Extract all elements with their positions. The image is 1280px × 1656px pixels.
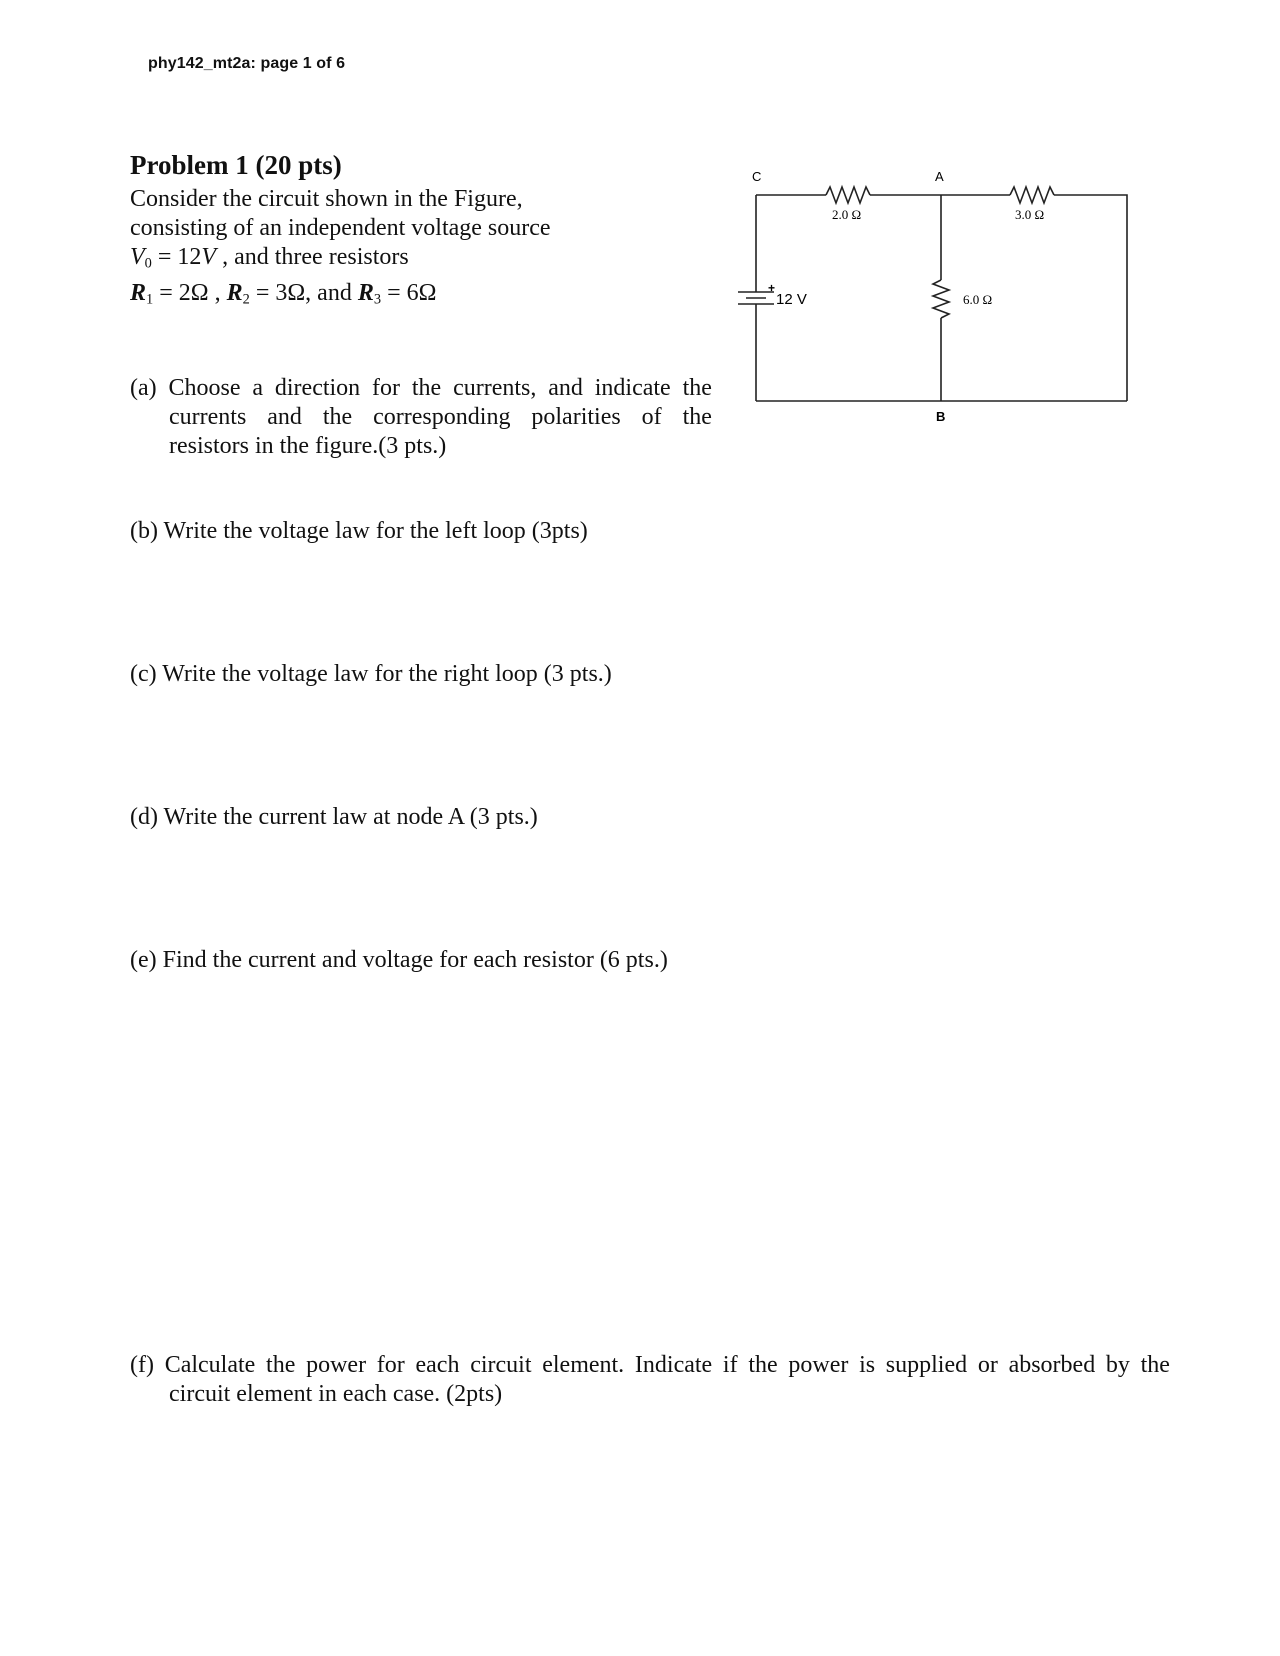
resistor-r2 — [1010, 187, 1054, 203]
question-a-line-1-word: (a) — [130, 375, 157, 401]
resistor-spec — [130, 279, 650, 308]
question-d: (d) Write the current law at node A (3 pts.) — [130, 804, 538, 830]
circuit-diagram — [730, 165, 1140, 430]
v0-symbol: V — [130, 244, 145, 270]
question-f-line-1-word: for — [376, 1352, 405, 1378]
question-f-line-1-word: by — [1105, 1352, 1130, 1378]
question-f-line-1-word: each — [415, 1352, 460, 1378]
v0-value: = 12 — [151, 244, 202, 270]
question-f — [130, 1351, 1170, 1409]
question-a-line-2-word: polarities — [531, 404, 621, 430]
question-a-line-1-word: and — [548, 375, 583, 401]
question-a-line-1 — [130, 374, 712, 403]
problem-intro — [130, 185, 650, 308]
question-a-line-2-word: currents — [169, 404, 247, 430]
v0-subscript: 0 — [144, 255, 152, 272]
question-f-line-1-word: power — [306, 1352, 367, 1378]
question-f-line-1-word: supplied — [885, 1352, 968, 1378]
question-a-line-2-word: of — [641, 404, 662, 430]
source-voltage-label: 12 V — [776, 291, 807, 308]
r3-subscript: 3 — [373, 291, 382, 308]
question-a-line-1-word: for — [372, 375, 401, 401]
r3-value: = 6Ω — [381, 280, 437, 306]
question-f-line-1-word: Indicate — [634, 1352, 713, 1378]
r3-symbol: R — [357, 280, 374, 306]
question-a-line-1-word: a — [252, 375, 264, 401]
node-c-label: C — [752, 169, 762, 184]
question-f-line-1-word: power — [788, 1352, 849, 1378]
question-f-line-1-word: circuit — [470, 1352, 532, 1378]
question-f-line-1-word: the — [748, 1352, 778, 1378]
question-a-line-3: resistors in the figure.(3 pts.) — [169, 433, 447, 459]
question-e: (e) Find the current and voltage for each resistor (6 pts.) — [130, 947, 668, 973]
page-header: phy142_mt2a: page 1 of 6 — [148, 55, 346, 72]
r2-subscript: 2 — [242, 291, 250, 308]
question-a-line-1-word: indicate — [594, 375, 671, 401]
question-a-line-2-word: the — [322, 404, 353, 430]
r2-label: 3.0 Ω — [1015, 207, 1045, 222]
r1-label: 2.0 Ω — [832, 207, 862, 222]
voltage-source-spec — [130, 243, 650, 272]
v0-unit: V — [201, 244, 217, 270]
wire-top-right — [1054, 195, 1127, 401]
question-b: (b) Write the voltage law for the left loop (3pts) — [130, 518, 588, 544]
question-f-line-2: circuit element in each case. (2pts) — [169, 1381, 503, 1407]
r1-symbol: R — [130, 280, 147, 306]
v0-tail: , and three resistors — [216, 244, 409, 270]
question-f-line-1 — [130, 1351, 1170, 1380]
question-f-line-1-word: is — [859, 1352, 876, 1378]
intro-line-1: Consider the circuit shown in the Figure, — [130, 186, 523, 212]
question-a-line-2-word: and — [267, 404, 302, 430]
question-f-line-1-word: absorbed — [1008, 1352, 1096, 1378]
question-a-line-1-word: the — [682, 375, 712, 401]
question-f-line-1-word: Calculate — [164, 1352, 256, 1378]
question-a-line-2 — [130, 403, 712, 432]
r2-symbol: R — [226, 280, 243, 306]
question-f-line-1-word: or — [977, 1352, 998, 1378]
question-a-line-2-word: corresponding — [373, 404, 511, 430]
intro-line-2: consisting of an independent voltage source — [130, 215, 551, 241]
node-b-label: B — [936, 409, 946, 424]
question-a — [130, 374, 712, 461]
question-f-line-1-word: the — [266, 1352, 296, 1378]
r1-subscript: 1 — [146, 291, 154, 308]
problem-title: Problem 1 (20 pts) — [130, 150, 342, 180]
question-c: (c) Write the voltage law for the right loop (3 pts.) — [130, 661, 612, 687]
question-f-line-1-word: element. — [542, 1352, 625, 1378]
r1-value: = 2Ω , — [153, 280, 227, 306]
question-a-line-1-word: currents, — [453, 375, 537, 401]
source-plus-sign: + — [768, 281, 776, 295]
question-a-line-1-word: the — [411, 375, 442, 401]
question-f-line-1-word: if — [722, 1352, 738, 1378]
resistor-r1 — [826, 187, 870, 203]
question-f-line-1-word: the — [1140, 1352, 1170, 1378]
r2-value: = 3Ω, and — [249, 280, 358, 306]
r3-label: 6.0 Ω — [963, 292, 993, 307]
resistor-r3 — [933, 280, 949, 318]
question-a-line-1-word: Choose — [168, 375, 241, 401]
node-a-label: A — [935, 169, 944, 184]
question-f-line-1-word: (f) — [130, 1352, 154, 1378]
question-a-line-1-word: direction — [274, 375, 361, 401]
question-a-line-2-word: the — [682, 404, 712, 430]
